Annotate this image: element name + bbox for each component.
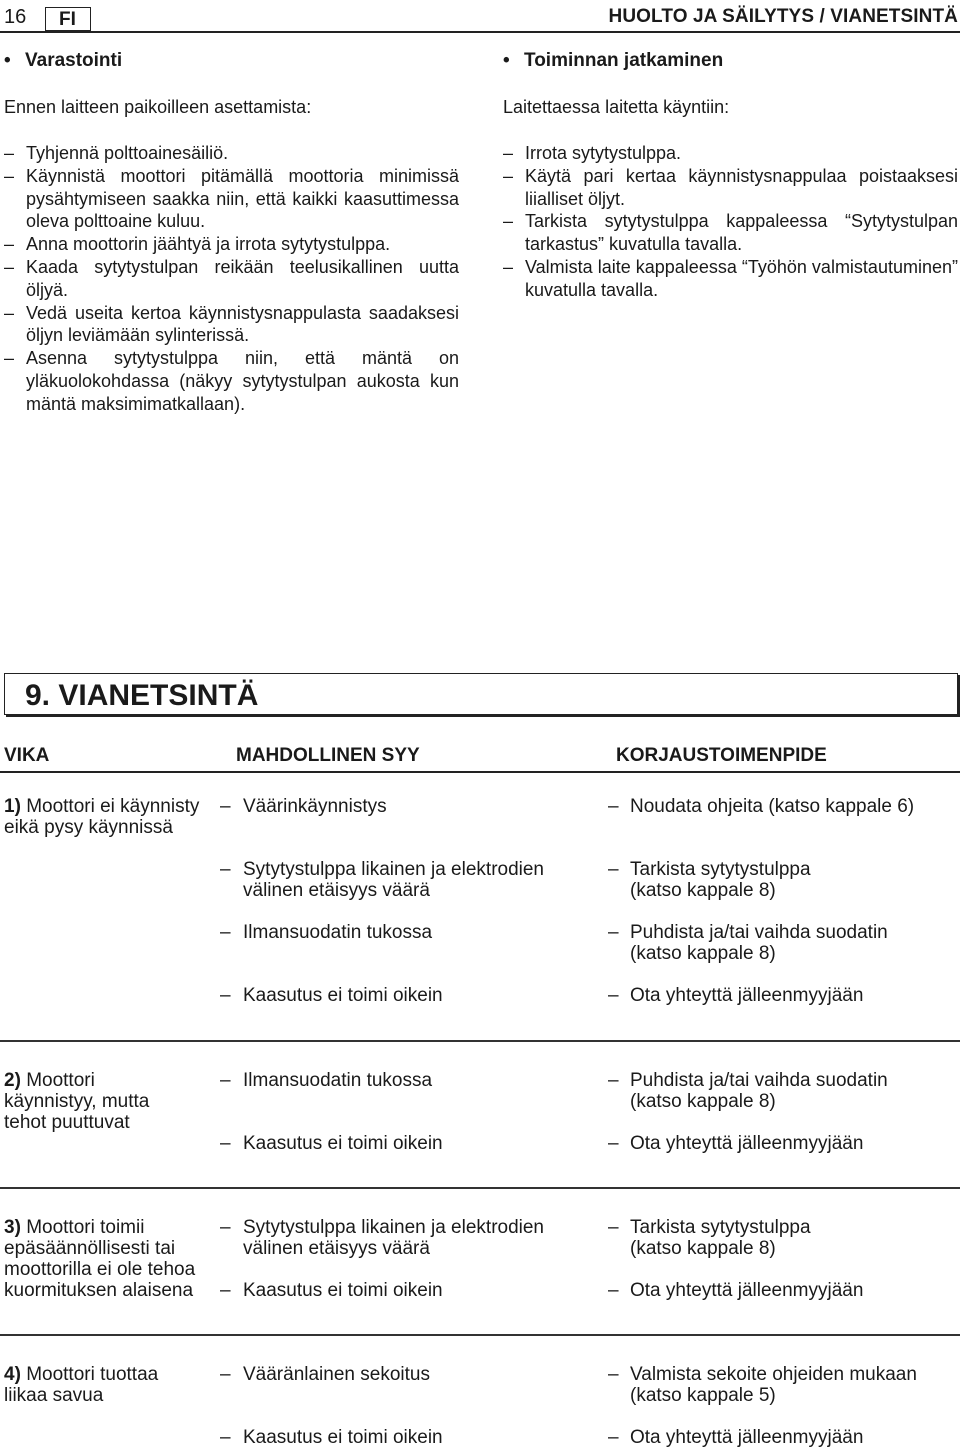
list-item: – Anna moottorin jäähtyä ja irrota sytytystulppa. xyxy=(4,234,391,255)
cause-item: – Ilmansuodatin tukossa xyxy=(220,922,433,943)
page-header xyxy=(0,0,960,40)
remedy-item: – Noudata ohjeita (katso kappale 6) xyxy=(608,796,915,817)
list-item: – Vedä useita kertoa käynnistysnappulasta saadaksesi öljyn leviämään sylinterissä. xyxy=(4,302,459,346)
cause-item: – Kaasutus ei toimi oikein xyxy=(220,1427,443,1448)
resume-section xyxy=(503,50,958,302)
remedy-item: – Puhdista ja/tai vaihda suodatin (katso kappale 8) xyxy=(608,1070,888,1112)
fault-1: 1) Moottori ei käynnisty eikä pysy käynnissä xyxy=(4,796,200,838)
list-item: – Käytä pari kertaa käynnistysnappulaa poistaaksesi liialliset öljyt. xyxy=(503,165,958,209)
remedy-item: – Puhdista ja/tai vaihda suodatin (katso kappale 8) xyxy=(608,922,888,964)
cause-item: – Vääränlainen sekoitus xyxy=(220,1364,430,1385)
remedy-item: – Ota yhteyttä jälleenmyyjään xyxy=(608,1133,864,1154)
cause-item: – Väärinkäynnistys xyxy=(220,796,387,817)
chapter-title: HUOLTO JA SÄILYTYS / VIANETSINTÄ xyxy=(608,6,958,27)
cause-item: – Sytytystulppa likainen ja elektrodien välinen etäisyys väärä xyxy=(220,859,545,901)
row-divider xyxy=(0,1334,960,1336)
cause-item: – Kaasutus ei toimi oikein xyxy=(220,1133,443,1154)
storage-heading: • Varastointi xyxy=(4,50,123,71)
storage-steps xyxy=(4,142,459,416)
row-divider xyxy=(0,1187,960,1189)
page-number: 16 xyxy=(4,6,27,28)
table-header-rule xyxy=(0,771,960,773)
troubleshooting-section-box xyxy=(4,673,958,715)
bullet-icon: • xyxy=(503,50,510,71)
resume-heading: • Toiminnan jatkaminen xyxy=(503,50,724,71)
column-header-cause: MAHDOLLINEN SYY xyxy=(236,745,420,766)
cause-item: – Sytytystulppa likainen ja elektrodien välinen etäisyys väärä xyxy=(220,1217,545,1259)
resume-steps xyxy=(503,142,958,302)
remedy-item: – Tarkista sytytystulppa (katso kappale 8) xyxy=(608,1217,811,1259)
fault-2: 2) Moottori käynnistyy, mutta tehot puuttuvat xyxy=(4,1070,150,1133)
list-item: – Asenna sytytystulppa niin, että mäntä on yläkuolokohdassa (näkyy sytytystulpan aukosta kun mäntä maksimimatkallaan). xyxy=(4,348,459,414)
list-item: – Tarkista sytytystulppa kappaleessa “Sytytystulpan tarkastus” kuvatulla tavalla. xyxy=(503,211,958,255)
row-divider xyxy=(0,1040,960,1042)
storage-section xyxy=(4,50,459,416)
storage-intro: Ennen laitteen paikoilleen asettamista: xyxy=(4,97,312,117)
fault-3: 3) Moottori toimii epäsäännöllisesti tai moottorilla ei ole tehoa kuormituksen alaisena xyxy=(4,1217,196,1301)
remedy-item: – Ota yhteyttä jälleenmyyjään xyxy=(608,1427,864,1448)
list-item: – Tyhjennä polttoainesäiliö. xyxy=(4,143,229,163)
cause-item: – Ilmansuodatin tukossa xyxy=(220,1070,433,1091)
cause-item: – Kaasutus ei toimi oikein xyxy=(220,1280,443,1301)
language-badge: FI xyxy=(45,7,91,31)
cause-item: – Kaasutus ei toimi oikein xyxy=(220,985,443,1006)
list-item: – Kaada sytytystulpan reikään teelusikallinen uutta öljyä. xyxy=(4,256,459,300)
remedy-item: – Ota yhteyttä jälleenmyyjään xyxy=(608,985,864,1006)
remedy-item: – Tarkista sytytystulppa (katso kappale 8) xyxy=(608,859,811,901)
bullet-icon: • xyxy=(4,50,11,71)
fault-4: 4) Moottori tuottaa liikaa savua xyxy=(4,1364,159,1406)
header-rule xyxy=(0,31,960,33)
section-title: 9. VIANETSINTÄ xyxy=(25,679,259,712)
list-item: – Irrota sytytystulppa. xyxy=(503,143,682,163)
column-header-remedy: KORJAUSTOIMENPIDE xyxy=(616,745,827,766)
remedy-item: – Valmista sekoite ohjeiden mukaan (katso kappale 5) xyxy=(608,1364,917,1406)
list-item: – Valmista laite kappaleessa “Työhön valmistautuminen” kuvatulla tavalla. xyxy=(503,256,958,300)
list-item: – Käynnistä moottori pitämällä moottoria minimissä pysähtymiseen saakka niin, että kaikki kaasuttimessa oleva polttoaine kuluu. xyxy=(4,165,459,232)
resume-intro: Laitettaessa laitetta käyntiin: xyxy=(503,97,730,117)
remedy-item: – Ota yhteyttä jälleenmyyjään xyxy=(608,1280,864,1301)
column-header-fault: VIKA xyxy=(4,745,50,766)
